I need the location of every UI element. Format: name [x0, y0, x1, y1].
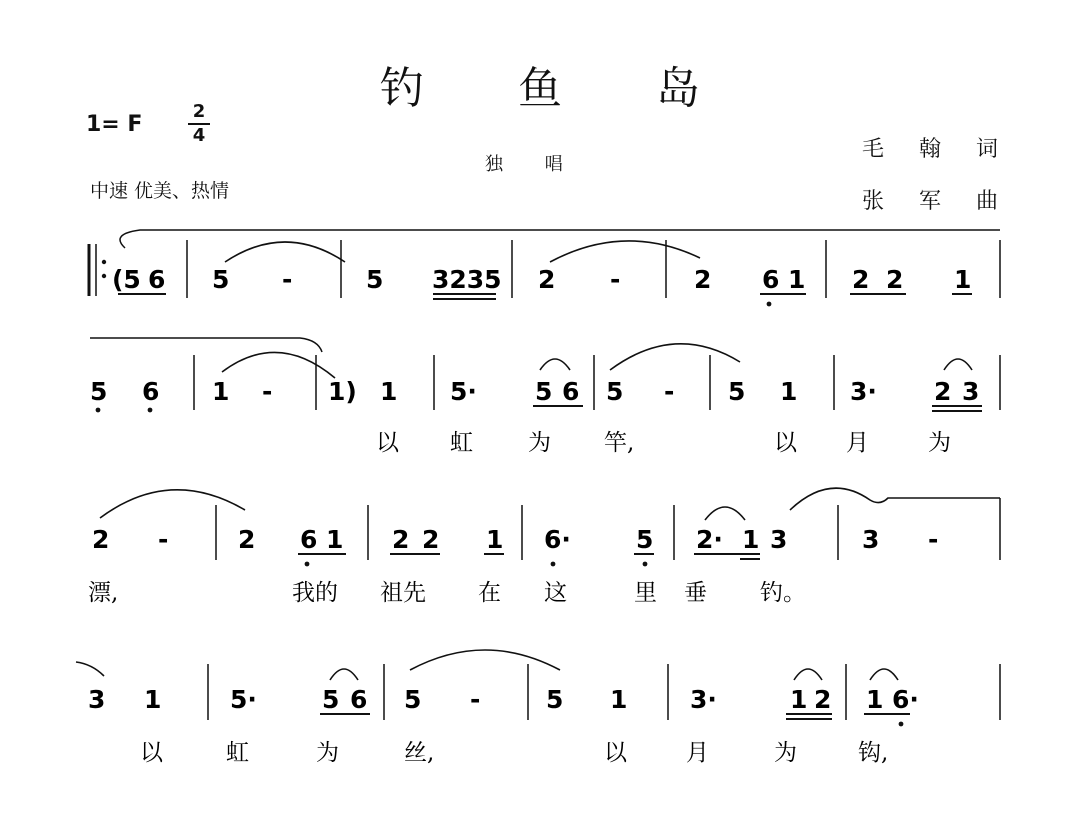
- lyric: 月: [686, 740, 709, 766]
- lyric: 垂: [684, 580, 707, 606]
- note: 2: [92, 525, 110, 554]
- note: 5: [535, 377, 553, 406]
- low-octave-dot: [305, 562, 310, 567]
- lyric: 以: [774, 430, 797, 456]
- lyric: 丝,: [404, 740, 435, 766]
- slur-arc: [330, 669, 358, 680]
- lyric: 虹: [226, 740, 249, 766]
- note: 5·: [230, 685, 257, 714]
- performance-type: 独 唱: [485, 154, 581, 175]
- note: 5: [366, 265, 384, 294]
- note: 2: [238, 525, 256, 554]
- note: 1: [380, 377, 398, 406]
- note: 2: [814, 685, 832, 714]
- lyric: 为: [528, 430, 551, 456]
- note: 1: [790, 685, 808, 714]
- low-octave-dot: [899, 722, 904, 727]
- tie-arc: [410, 650, 560, 670]
- note: 2: [422, 525, 440, 554]
- key-signature: 1= F: [86, 112, 143, 137]
- system-2: [90, 338, 1000, 456]
- lyric: 在: [478, 580, 501, 606]
- system-1: [89, 230, 1000, 306]
- lyric: 为: [316, 740, 339, 766]
- note: -: [470, 685, 481, 714]
- lyric: 这: [544, 580, 567, 606]
- note: 1: [788, 265, 806, 294]
- note: 3·: [690, 685, 717, 714]
- note: -: [928, 525, 939, 554]
- note: 6: [148, 265, 166, 294]
- tie-arc: [610, 344, 740, 370]
- note: -: [282, 265, 293, 294]
- lyric: 竿,: [604, 430, 635, 456]
- lyric: 祖先: [380, 580, 426, 606]
- note: 1): [328, 377, 357, 406]
- slur-arc: [944, 359, 972, 370]
- note: 5: [606, 377, 624, 406]
- note: -: [610, 265, 621, 294]
- lyric: 漂,: [88, 580, 119, 606]
- tempo-marking: 中速 优美、热情: [90, 180, 230, 202]
- note: 2: [934, 377, 952, 406]
- lyric: 为: [774, 740, 797, 766]
- lyric: 以: [604, 740, 627, 766]
- tie-arc: [790, 488, 1000, 510]
- note: 1: [866, 685, 884, 714]
- tie-arc: [76, 662, 104, 676]
- note: 3: [862, 525, 880, 554]
- note: 6: [300, 525, 318, 554]
- note: 3: [88, 685, 106, 714]
- note: 1: [326, 525, 344, 554]
- note: 1: [780, 377, 798, 406]
- note: 3235: [432, 265, 502, 294]
- note: 1: [954, 265, 972, 294]
- note: 1: [610, 685, 628, 714]
- lyric: 钓。: [760, 580, 806, 606]
- note: 5·: [450, 377, 477, 406]
- slur-arc: [705, 507, 745, 520]
- meter-bottom: 4: [192, 125, 206, 146]
- phrase-slur: [120, 230, 1000, 248]
- note: 6·: [892, 685, 919, 714]
- note: 1: [144, 685, 162, 714]
- lyric: 钩,: [858, 740, 889, 766]
- lyric: 为: [928, 430, 951, 456]
- song-title: 钓 鱼 岛: [380, 63, 740, 114]
- low-octave-dot: [643, 562, 648, 567]
- slur-arc: [794, 669, 822, 680]
- note: 5: [322, 685, 340, 714]
- tie-arc: [100, 490, 245, 518]
- tie-arc: [225, 242, 345, 262]
- note: 5: [212, 265, 230, 294]
- note: 2: [538, 265, 556, 294]
- note: 5: [728, 377, 746, 406]
- lyric: 我的: [292, 580, 338, 606]
- lyric: 以: [140, 740, 163, 766]
- low-octave-dot: [551, 562, 556, 567]
- note: 1: [486, 525, 504, 554]
- note: 5: [404, 685, 422, 714]
- slur-arc: [540, 359, 570, 370]
- lyric: 以: [376, 430, 399, 456]
- low-octave-dot: [148, 408, 153, 413]
- note: 5: [90, 377, 108, 406]
- note: -: [158, 525, 169, 554]
- note: 1: [742, 525, 760, 554]
- tie-arc: [222, 352, 335, 378]
- note: -: [262, 377, 273, 406]
- note: 3·: [850, 377, 877, 406]
- note: 5: [636, 525, 654, 554]
- meter-top: 2: [192, 101, 206, 122]
- phrase-slur: [90, 338, 322, 352]
- slur-arc: [870, 669, 898, 680]
- note: 6: [562, 377, 580, 406]
- composer-credit: 张 军 曲: [862, 189, 1012, 214]
- note: 2: [392, 525, 410, 554]
- repeat-dot: [102, 274, 106, 278]
- note: (5: [112, 265, 141, 294]
- note: 2: [886, 265, 904, 294]
- system-4: [76, 650, 1000, 766]
- lyric: 虹: [450, 430, 473, 456]
- note: 6: [142, 377, 160, 406]
- lyric: 月: [846, 430, 869, 456]
- note: 2·: [696, 525, 723, 554]
- note: 3: [770, 525, 788, 554]
- note: 6: [762, 265, 780, 294]
- note: 3: [962, 377, 980, 406]
- low-octave-dot: [767, 302, 772, 307]
- low-octave-dot: [96, 408, 101, 413]
- system-3: [88, 488, 1000, 606]
- note: 5: [546, 685, 564, 714]
- note: -: [664, 377, 675, 406]
- note: 6: [350, 685, 368, 714]
- repeat-dot: [102, 260, 106, 264]
- note: 6·: [544, 525, 571, 554]
- note: 2: [694, 265, 712, 294]
- lyricist-credit: 毛 翰 词: [862, 137, 1012, 162]
- note: 1: [212, 377, 230, 406]
- tie-arc: [550, 241, 700, 262]
- note: 2: [852, 265, 870, 294]
- lyric: 里: [634, 580, 657, 606]
